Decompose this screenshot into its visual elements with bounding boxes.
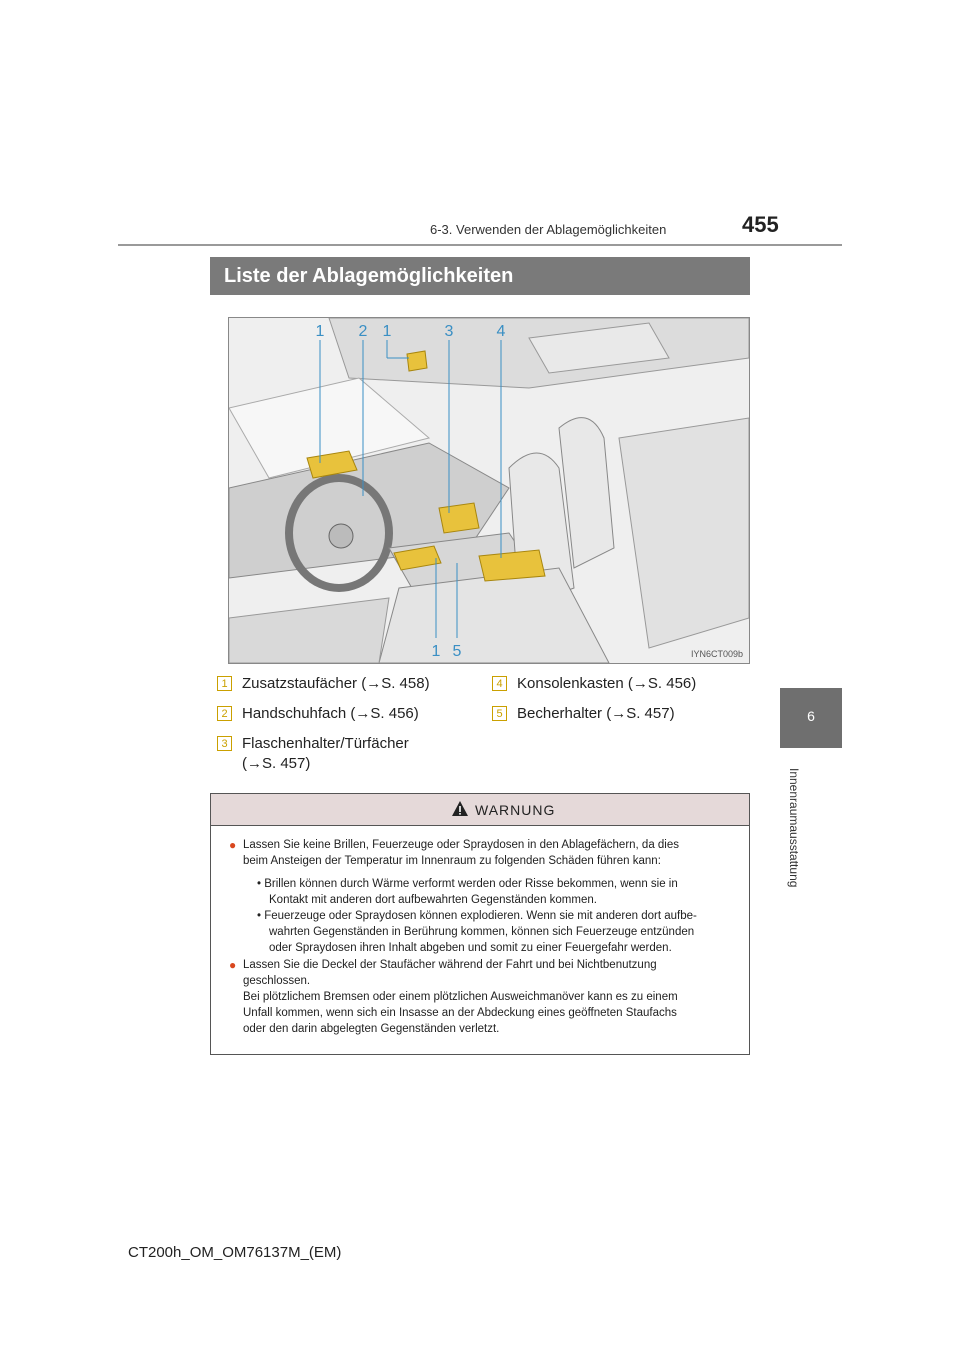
section-title: Liste der Ablagemöglichkeiten [224, 265, 514, 287]
bullet-icon: ● [229, 958, 237, 972]
item-number-badge: 5 [492, 706, 507, 721]
item-number-badge: 1 [217, 676, 232, 691]
callout-2: 2 [358, 323, 368, 340]
warning-box [210, 793, 750, 1055]
warning-subitem-line: • Feuerzeuge oder Spraydosen können explodieren. Wenn sie mit anderen dort aufbe- [257, 910, 697, 922]
document-footer: CT200h_OM_OM76137M_(EM) [128, 1244, 342, 1261]
item-text: Zusatzstaufächer (→S. 458) [242, 675, 430, 692]
item-text: Konsolenkasten (→S. 456) [517, 675, 697, 692]
warning-paragraph-line: Lassen Sie die Deckel der Staufächer während der Fahrt und bei Nichtbenutzung [243, 959, 657, 971]
warning-paragraph-line: oder den darin abgelegten Gegenständen verletzt. [243, 1023, 500, 1035]
chapter-label-container [787, 768, 801, 898]
chapter-label: Innenraumausstattung [787, 768, 801, 888]
chapter-tab [780, 688, 842, 748]
bullet-icon: ● [229, 838, 237, 852]
interior-drawing [229, 318, 749, 663]
item-text: Handschuhfach (→S. 456) [242, 705, 419, 722]
item-text: Becherhalter (→S. 457) [517, 705, 675, 722]
header-divider [118, 244, 842, 246]
item-text: Flaschenhalter/Türfächer [242, 735, 409, 752]
warning-paragraph-line: geschlossen. [243, 975, 311, 987]
warning-paragraph-line: Bei plötzlichem Bremsen oder einem plötzlichen Ausweichmanöver kann es zu einem [243, 991, 678, 1003]
callout-1a: 1 [315, 323, 325, 340]
callout-3: 3 [444, 323, 454, 340]
section-title-bar [210, 257, 750, 295]
callout-5: 5 [452, 643, 462, 660]
warning-paragraph-line: Unfall kommen, wenn sich ein Insasse an der Abdeckung eines geöffneten Staufachs [243, 1007, 677, 1019]
warning-subitem-line: oder Spraydosen ihren Inhalt abgeben und somit zu einer Feuergefahr werden. [269, 942, 672, 954]
item-text-continued: (→S. 457) [242, 755, 311, 772]
chapter-number: 6 [807, 708, 815, 724]
warning-subitem-line: • Brillen können durch Wärme verformt werden oder Risse bekommen, wenn sie in [257, 878, 678, 890]
item-number-badge: 4 [492, 676, 507, 691]
warning-title: WARNUNG [475, 802, 556, 818]
warning-triangle-icon [451, 800, 469, 817]
warning-header [211, 794, 749, 826]
item-number-badge: 2 [217, 706, 232, 721]
warning-subitem-line: wahrten Gegenständen in Berührung kommen, können sich Feuerzeuge entzünden [269, 926, 695, 938]
figure-code: IYN6CT009b [690, 649, 743, 659]
callout-4: 4 [496, 323, 506, 340]
warning-paragraph-line: Lassen Sie keine Brillen, Feuerzeuge oder Spraydosen in den Ablagefächern, da dies [243, 839, 680, 851]
callout-1b: 1 [382, 323, 392, 340]
warning-subitem-line: Kontakt mit anderen dort aufbewahrten Gegenständen kommen. [269, 894, 597, 906]
callout-1c: 1 [431, 643, 441, 660]
item-number-badge: 3 [217, 736, 232, 751]
page-number: 455 [742, 212, 779, 237]
running-header: 6-3. Verwenden der Ablagemöglichkeiten [430, 222, 667, 237]
warning-paragraph-line: beim Ansteigen der Temperatur im Innenraum zu folgenden Schäden führen kann: [243, 855, 661, 867]
interior-illustration [228, 317, 750, 664]
